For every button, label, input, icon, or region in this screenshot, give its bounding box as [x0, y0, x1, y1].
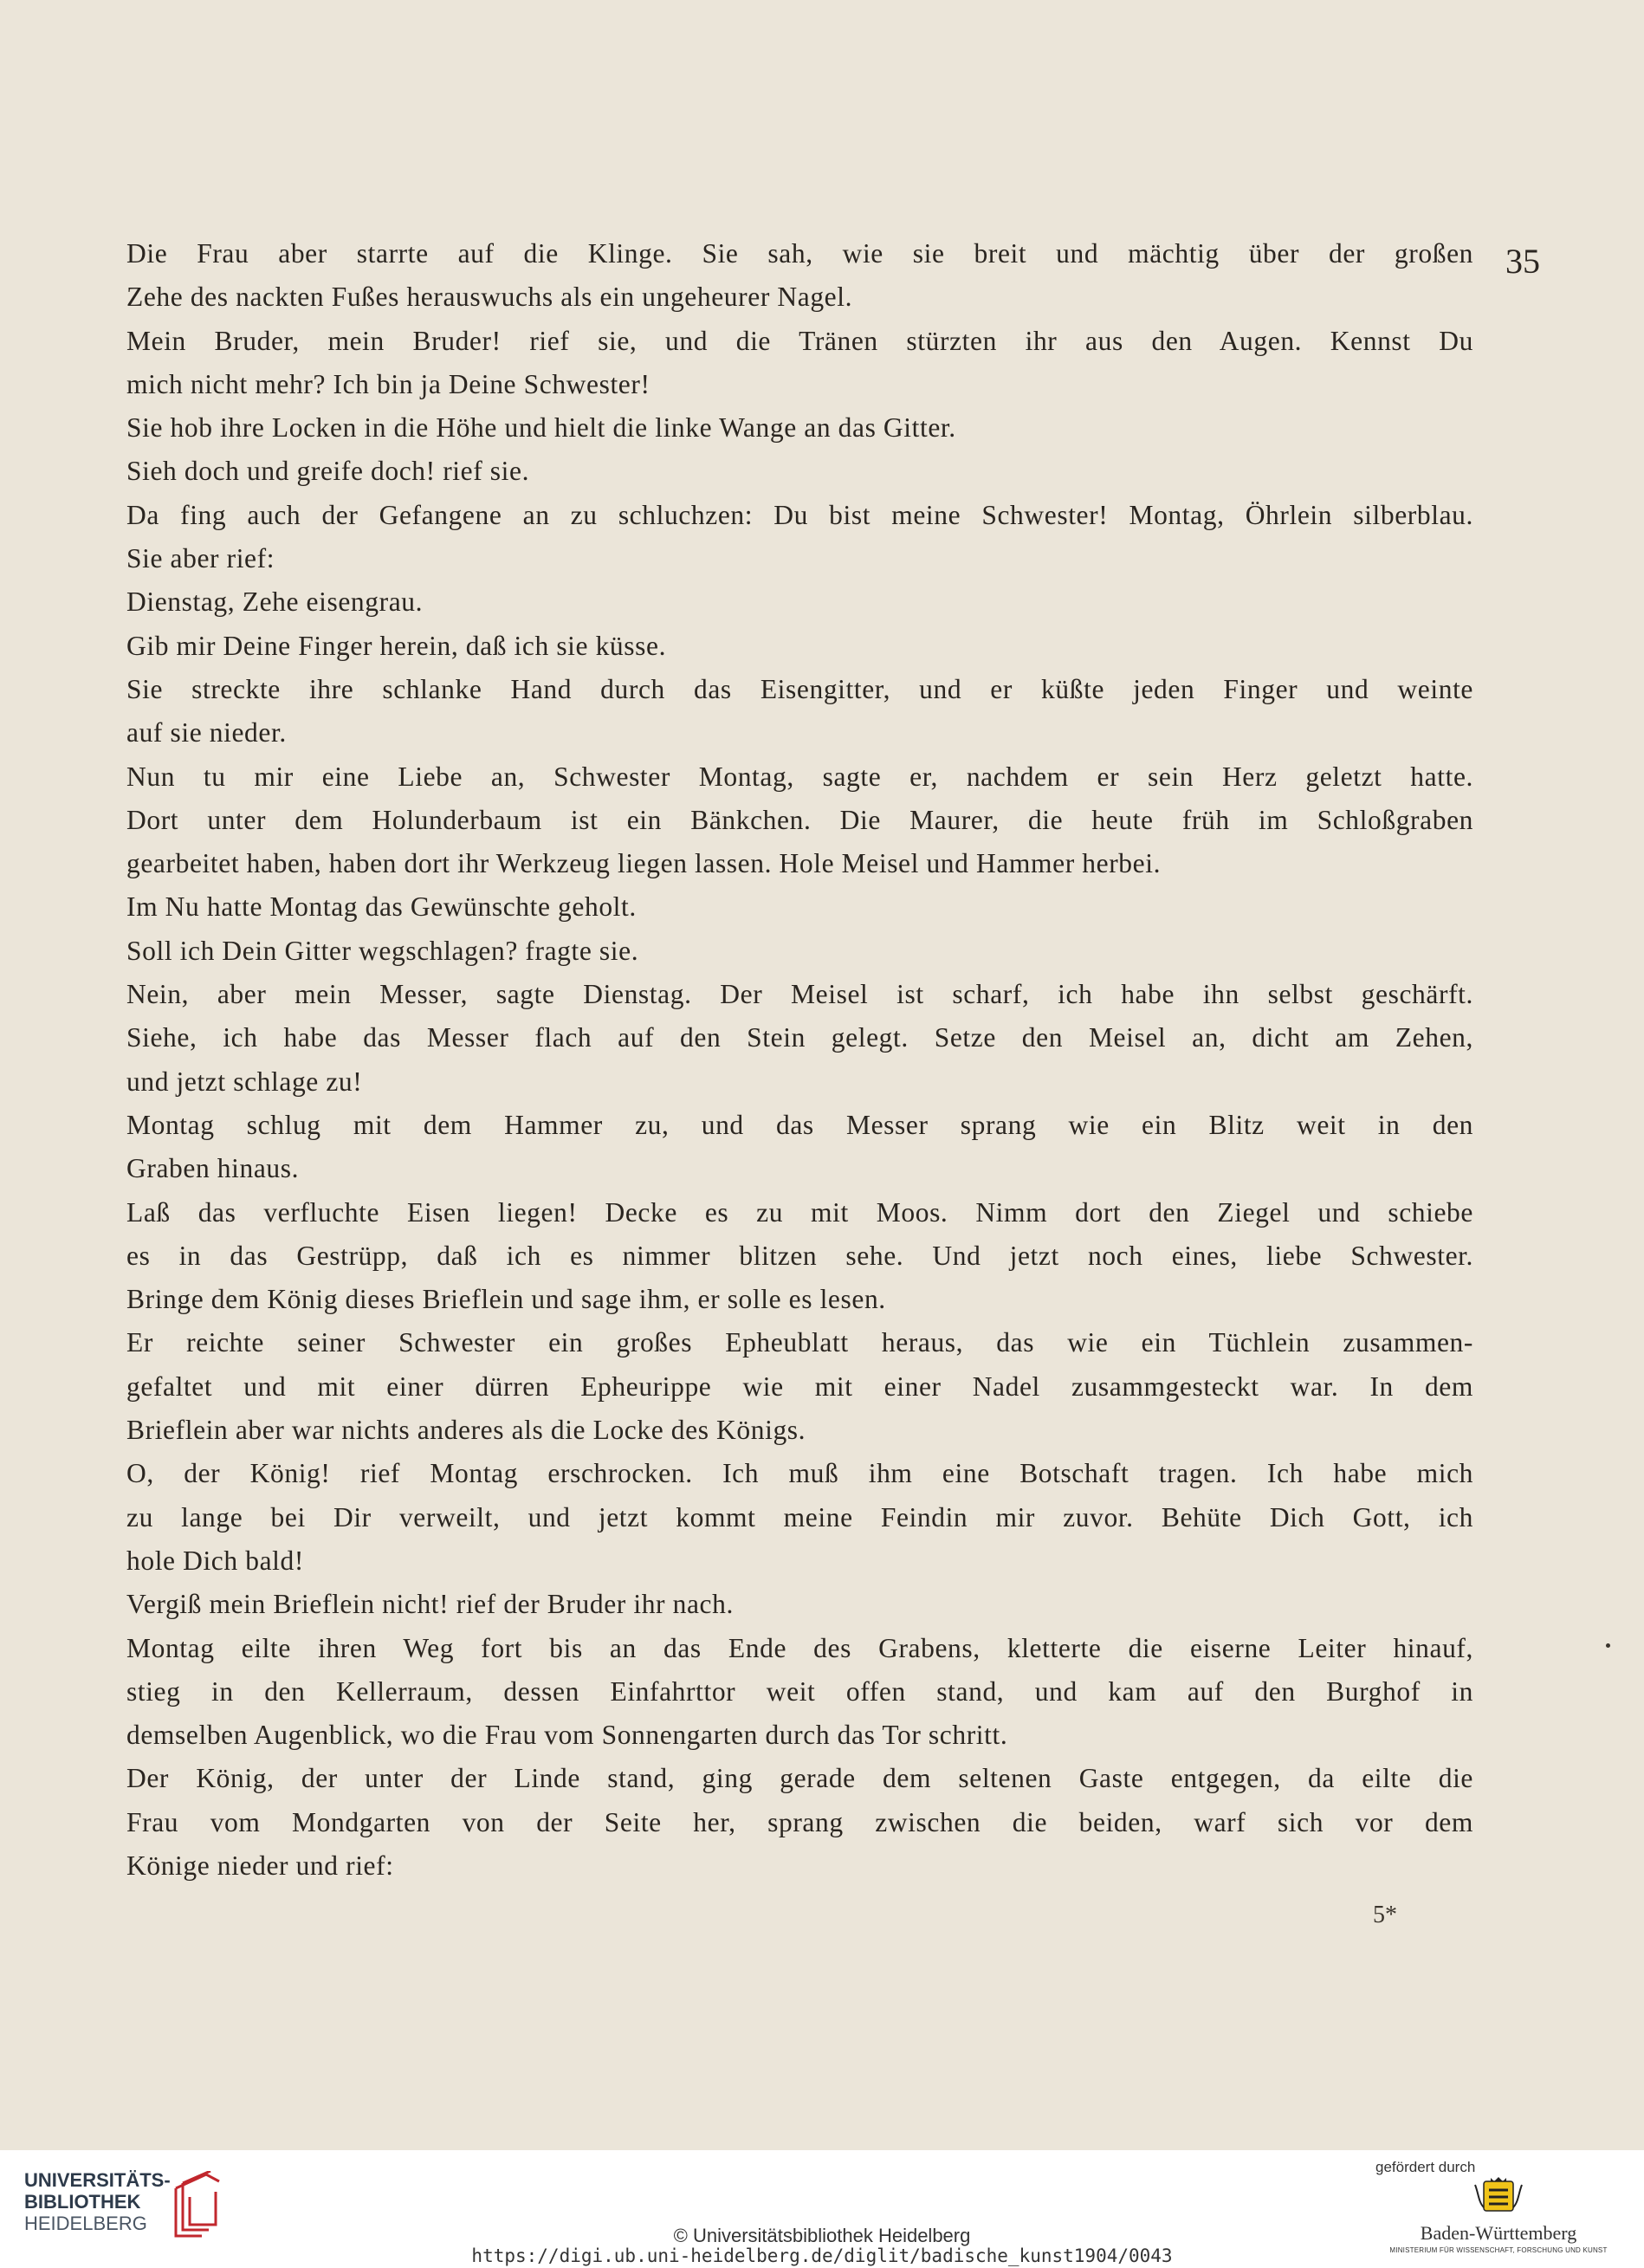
text-line: es in das Gestrüpp, daß ich es nimmer blitzen sehe. Und jetzt noch eines, liebe Schwester.	[126, 1240, 1473, 1271]
signature-mark: 5*	[1373, 1902, 1397, 1928]
text-line: Siehe, ich habe das Messer flach auf den Stein gelegt. Setze den Meisel an, dicht am Zehen,	[126, 1022, 1473, 1053]
text-line: auf sie nieder.	[126, 717, 287, 748]
text-line: Dienstag, Zehe eisengrau.	[126, 586, 424, 618]
body-text	[126, 232, 1473, 1888]
text-line: Er reichte seiner Schwester ein großes Epheublatt heraus, das wie ein Tüchlein zusammen-	[126, 1327, 1473, 1358]
permalink-url[interactable]: https://digi.ub.uni-heidelberg.de/diglit/badische_kunst1904/0043	[471, 2245, 1173, 2266]
text-line: Der König, der unter der Linde stand, ging gerade dem seltenen Gaste entgegen, da eilte die	[126, 1763, 1473, 1794]
footer-bar	[0, 2150, 1644, 2268]
text-line: Im Nu hatte Montag das Gewünschte geholt.	[126, 891, 637, 923]
text-line: und jetzt schlage zu!	[126, 1066, 363, 1097]
text-line: Laß das verfluchte Eisen liegen! Decke es zu mit Moos. Nimm dort den Ziegel und schiebe	[126, 1196, 1473, 1228]
text-line: hole Dich bald!	[126, 1545, 304, 1576]
text-line: stieg in den Kellerraum, dessen Einfahrttor weit offen stand, und kam auf den Burghof in	[126, 1675, 1473, 1707]
ministry-name: MINISTERIUM FÜR WISSENSCHAFT, FORSCHUNG UND KUNST	[1389, 2246, 1608, 2254]
text-line: Bringe dem König dieses Brieflein und sage ihm, er solle es lesen.	[126, 1284, 886, 1315]
text-line: Brieflein aber war nichts anderes als die Locke des Königs.	[126, 1415, 806, 1446]
margin-mark	[1606, 1643, 1610, 1648]
text-line: gearbeitet haben, haben dort ihr Werkzeug liegen lassen. Hole Meisel und Hammer herbei.	[126, 848, 1162, 879]
library-name-line-2: BIBLIOTHEK	[24, 2191, 141, 2213]
text-line: Nein, aber mein Messer, sagte Dienstag. Der Meisel ist scharf, ich habe ihn selbst geschärft.	[126, 979, 1473, 1010]
text-line: Die Frau aber starrte auf die Klinge. Sie sah, wie sie breit und mächtig über der großen	[126, 238, 1473, 269]
text-line: demselben Augenblick, wo die Frau vom Sonnengarten durch das Tor schritt.	[126, 1720, 1008, 1751]
text-line: Sieh doch und greife doch! rief sie.	[126, 456, 530, 487]
text-line: Zehe des nackten Fußes herauswuchs als ein ungeheurer Nagel.	[126, 282, 853, 313]
text-line: zu lange bei Dir verweilt, und jetzt kommt meine Feindin mir zuvor. Behüte Dich Gott, ich	[126, 1501, 1473, 1533]
text-line: Könige nieder und rief:	[126, 1850, 394, 1881]
text-line: O, der König! rief Montag erschrocken. Ich muß ihm eine Botschaft tragen. Ich habe mich	[126, 1458, 1473, 1489]
funder-name: Baden-Württemberg	[1420, 2222, 1577, 2244]
text-line: Montag schlug mit dem Hammer zu, und das Messer sprang wie ein Blitz weit in den	[126, 1109, 1473, 1140]
text-line: Soll ich Dein Gitter wegschlagen? fragte sie.	[126, 935, 639, 966]
text-line: Mein Bruder, mein Bruder! rief sie, und die Tränen stürzten ihr aus den Augen. Kennst Du	[126, 325, 1473, 356]
text-line: Sie aber rief:	[126, 543, 275, 574]
text-line: Frau vom Mondgarten von der Seite her, sprang zwischen die beiden, warf sich vor dem	[126, 1806, 1473, 1837]
text-line: Vergiß mein Brieflein nicht! rief der Bruder ihr nach.	[126, 1589, 734, 1620]
text-line: mich nicht mehr? Ich bin ja Deine Schwester!	[126, 368, 650, 399]
funded-by-caption: gefördert durch	[1375, 2159, 1476, 2175]
text-line: Graben hinaus.	[126, 1153, 300, 1184]
text-line: Sie hob ihre Locken in die Höhe und hielt die linke Wange an das Gitter.	[126, 412, 956, 444]
library-name-line-1: UNIVERSITÄTS-	[24, 2169, 171, 2191]
text-line: Dort unter dem Holunderbaum ist ein Bänkchen. Die Maurer, die heute früh im Schloßgraben	[126, 804, 1473, 835]
text-line: Montag eilte ihren Weg fort bis an das Ende des Grabens, kletterte die eiserne Leiter hinauf,	[126, 1632, 1473, 1663]
text-line: Sie streckte ihre schlanke Hand durch das Eisengitter, und er küßte jeden Finger und weinte	[126, 673, 1473, 704]
library-name-line-3: HEIDELBERG	[24, 2213, 147, 2234]
text-line: Nun tu mir eine Liebe an, Schwester Montag, sagte er, nachdem er sein Herz geletzt hatte.	[126, 761, 1473, 792]
funder-block[interactable]	[1369, 2159, 1628, 2254]
copyright-text: © Universitätsbibliothek Heidelberg	[673, 2225, 971, 2246]
text-line: gefaltet und mit einer dürren Epheurippe wie mit einer Nadel zusammgesteckt war. In dem	[126, 1371, 1473, 1402]
page-number: 35	[1505, 242, 1540, 281]
text-line: Da fing auch der Gefangene an zu schluchzen: Du bist meine Schwester! Montag, Öhrlein silberblau.	[126, 499, 1473, 530]
state-coat-of-arms-icon	[1468, 2176, 1529, 2216]
text-line: Gib mir Deine Finger herein, daß ich sie küsse.	[126, 630, 667, 661]
